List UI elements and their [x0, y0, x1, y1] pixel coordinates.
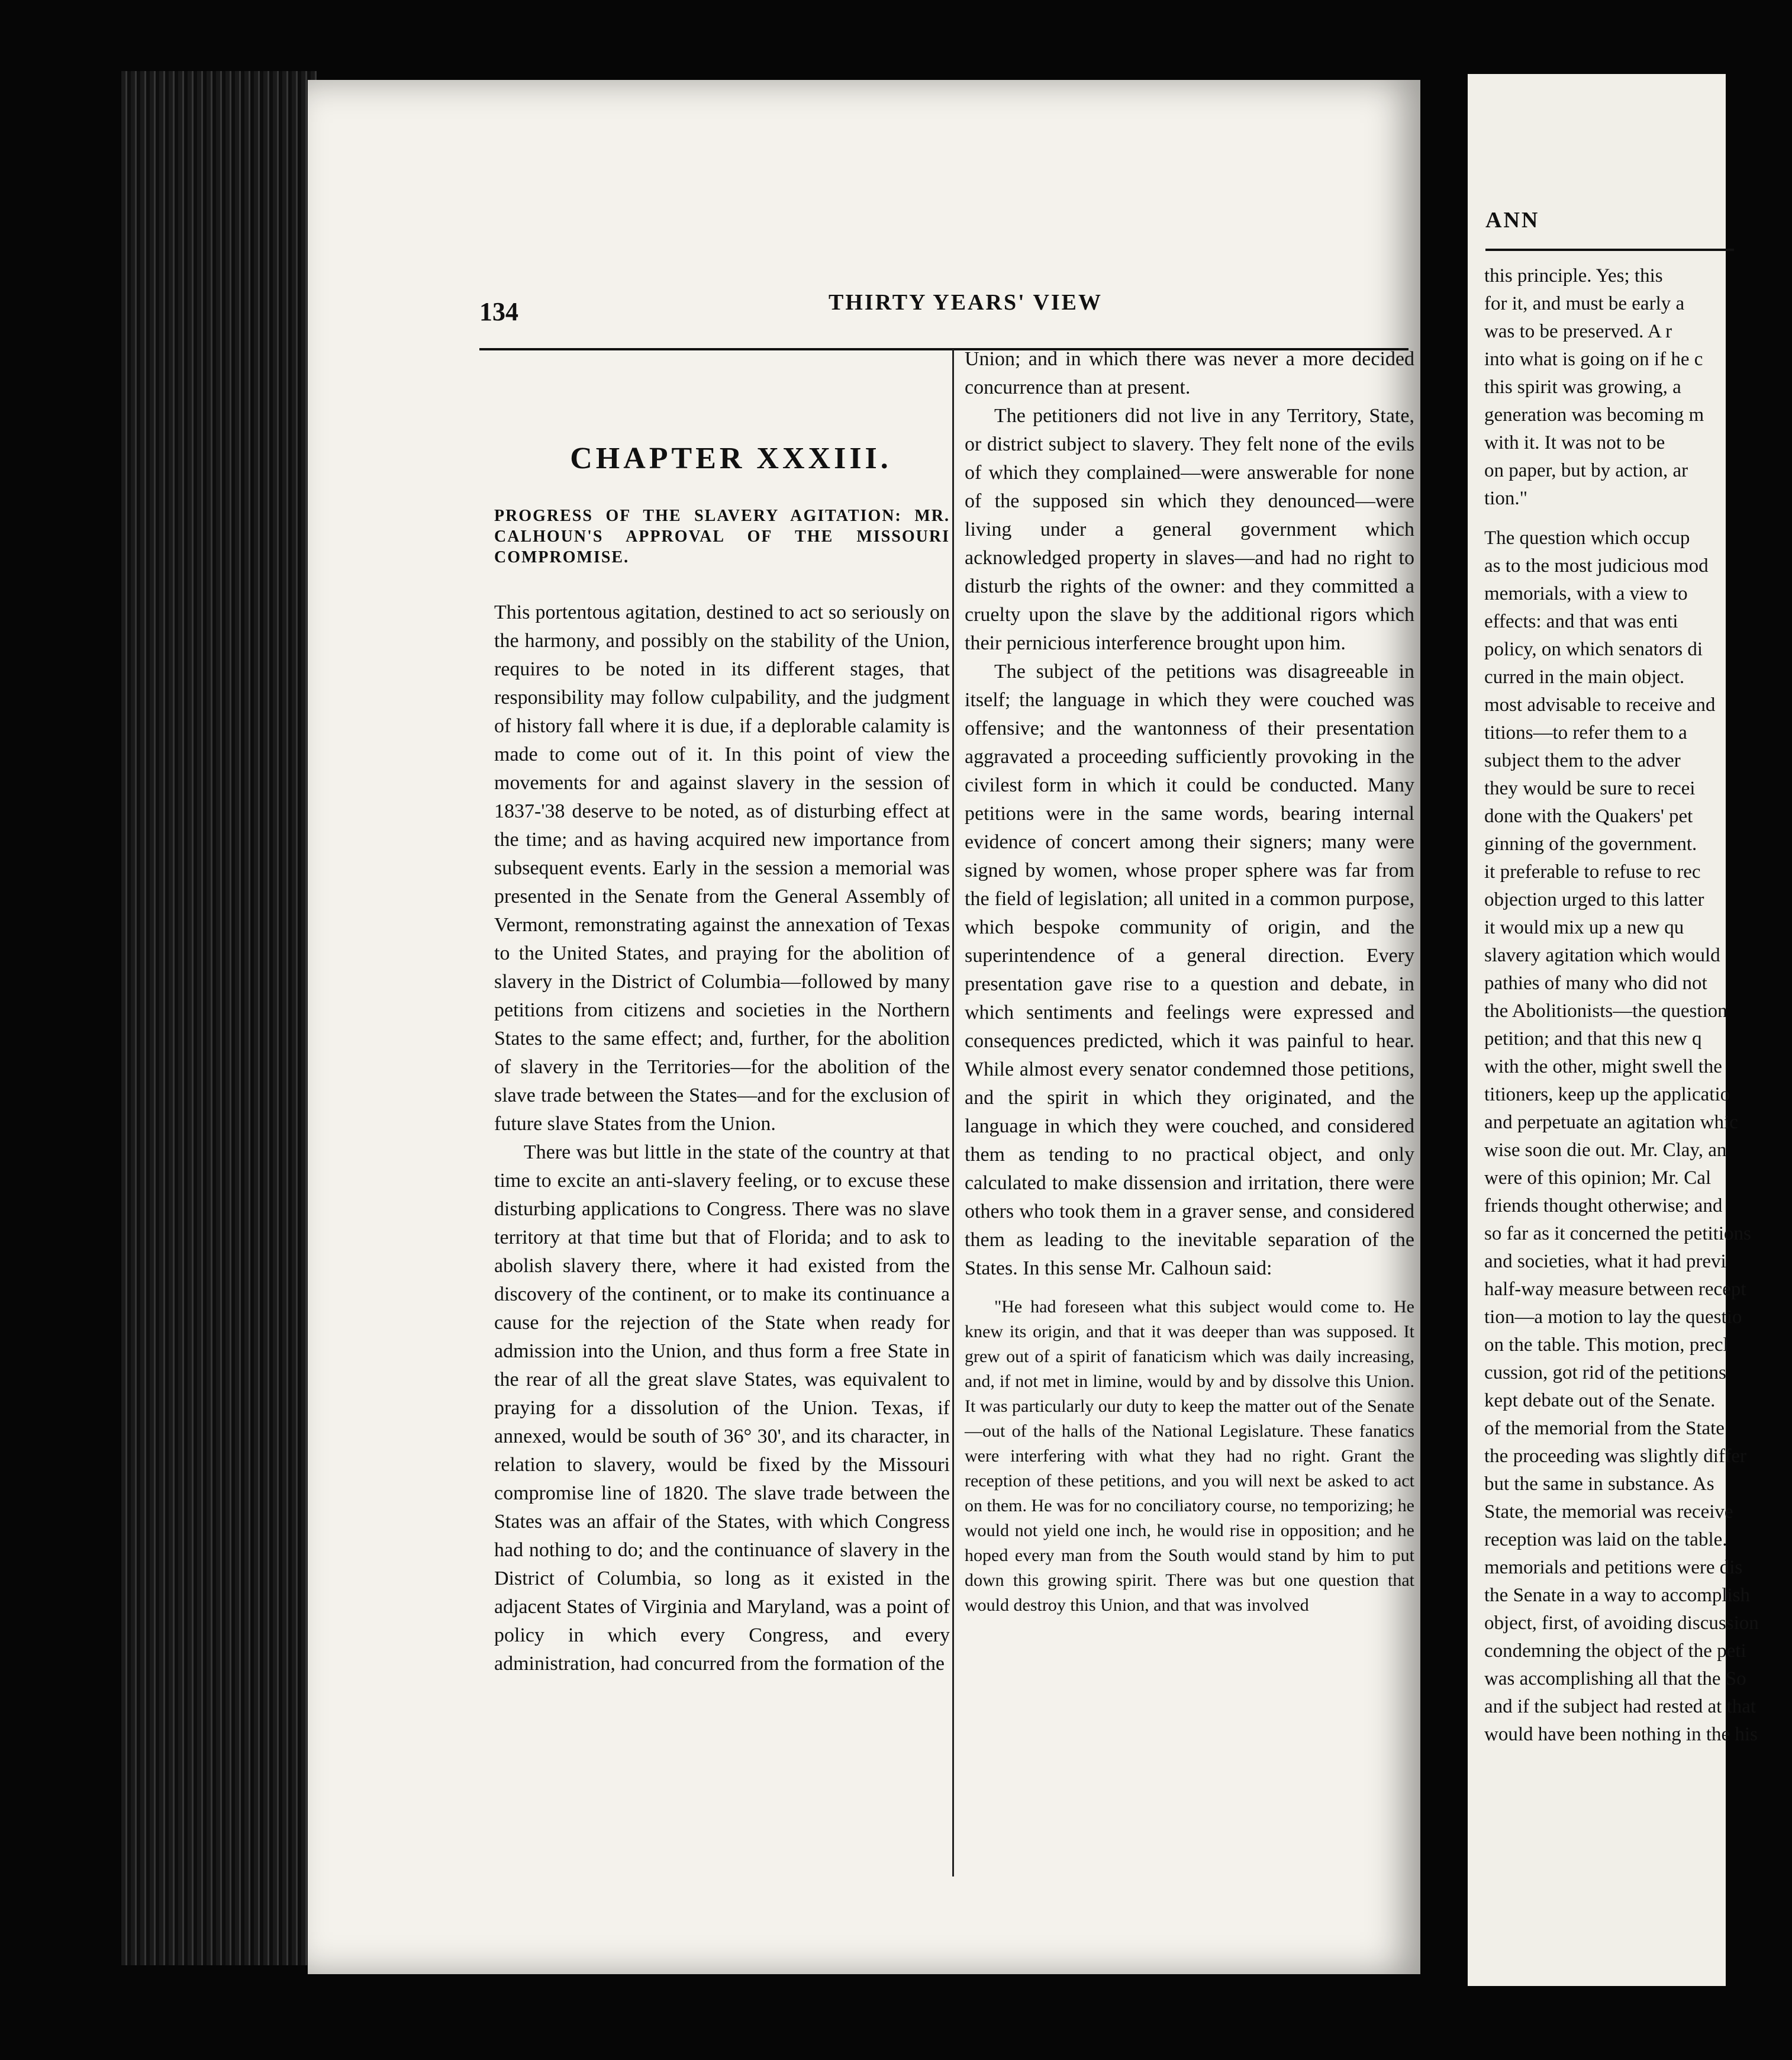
- facing-header-rule: [1485, 249, 1734, 251]
- facing-page-line: subject them to the adver: [1484, 750, 1681, 771]
- calhoun-quote: [965, 1295, 1414, 1618]
- facing-page-line: friends thought otherwise; and: [1484, 1195, 1723, 1216]
- facing-page-line: memorials and petitions were dis: [1484, 1557, 1743, 1578]
- facing-page-line: objection urged to this latter: [1484, 889, 1704, 910]
- facing-page-line: tion.": [1484, 488, 1528, 509]
- facing-page-line: the proceeding was slightly differ: [1484, 1446, 1746, 1467]
- paragraph: There was but little in the state of the country at that time to excite an anti-slavery feeling, or to excuse these disturbing applications to Congress. There was no slave territory at that time but that of Florida; and to ask to abolish slavery there, where it had existed from the discovery of the continent, or to make its continuance a cause for the rejection of the State when ready for admission into the Union, and thus form a free State in the rear of all the great slave States, was equivalent to praying for a dissolution of the Union. Texas, if annexed, would be south of 36° 30', and its character, in relation to slavery, would be fixed by the Missouri compromise line of 1820. The slave trade between the States was an affair of the States, with which Congress had nothing to do; and the continuance of slavery in the District of Columbia, so long as it existed in the adjacent States of Virginia and Maryland, was a point of policy in which every Congress, and every administration, had concurred from the formation of the: [494, 1141, 950, 1675]
- facing-page-line: done with the Quakers' pet: [1484, 806, 1693, 827]
- facing-page-line: memorials, with a view to: [1484, 583, 1688, 604]
- facing-page-line: titions—to refer them to a: [1484, 722, 1687, 743]
- facing-page-line: curred in the main object.: [1484, 667, 1685, 688]
- facing-page-line: so far as it concerned the petitions: [1484, 1223, 1751, 1244]
- right-column: [965, 345, 1414, 1618]
- column-rule: [952, 349, 954, 1876]
- facing-page-line: on paper, but by action, ar: [1484, 460, 1688, 481]
- page-number: 134: [479, 297, 518, 326]
- facing-page-line: effects: and that was enti: [1484, 611, 1678, 632]
- chapter-heading: CHAPTER XXXIII.: [570, 442, 892, 475]
- running-title: THIRTY YEARS' VIEW: [829, 290, 1103, 315]
- facing-page-line: with the other, might swell the: [1484, 1056, 1722, 1077]
- facing-page-line: kept debate out of the Senate.: [1484, 1390, 1716, 1411]
- left-column: [494, 352, 950, 1678]
- facing-page-line: this principle. Yes; this: [1484, 265, 1663, 287]
- facing-page-line: were of this opinion; Mr. Cal: [1484, 1167, 1712, 1189]
- facing-page-line: generation was becoming m: [1484, 404, 1704, 426]
- facing-page-line: petition; and that this new q: [1484, 1028, 1702, 1050]
- facing-page-line: on the table. This motion, precl: [1484, 1334, 1729, 1356]
- book-spine-edge: [121, 71, 317, 1965]
- facing-page-line: cussion, got rid of the petitions: [1484, 1362, 1726, 1383]
- paragraph: The petitioners did not live in any Territory, State, or district subject to slavery. They felt none of the evils of which they complained—were answerable for none of the supposed sin which they denounced—were living under a general government which acknowledged property in slaves—and had no right to disturb the rights of the owner: and they committed a cruelty upon the slave by the additional rigors which their pernicious interference brought upon him.: [965, 405, 1414, 654]
- facing-page-line: with it. It was not to be: [1484, 432, 1665, 453]
- facing-page-line: and if the subject had rested at that: [1484, 1696, 1756, 1717]
- facing-page-line: the Senate in a way to accomplish: [1484, 1585, 1751, 1606]
- facing-page-line: policy, on which senators di: [1484, 639, 1703, 660]
- facing-page-line: the Abolitionists—the question: [1484, 1000, 1727, 1022]
- facing-page-line: it preferable to refuse to rec: [1484, 861, 1701, 883]
- facing-page-line: half-way measure between recept: [1484, 1279, 1746, 1300]
- facing-page-line: most advisable to receive and: [1484, 694, 1716, 716]
- facing-page-line: for it, and must be early a: [1484, 293, 1685, 314]
- facing-page-text: [1484, 262, 1792, 1749]
- facing-page-line: wise soon die out. Mr. Clay, an: [1484, 1140, 1727, 1161]
- paragraph: The subject of the petitions was disagreeable in itself; the language in which they were couched was offensive; and the wantonness of their presentation aggravated a proceeding sufficiently provoking in the civilest form in which it could be conducted. Many petitions were in the same words, bearing internal evidence of concert among their signers; many were signed by women, whose proper sphere was far from the field of legislation; all united in a common purpose, which bespoke community of origin, and the superintendence of a general direction. Every presentation gave rise to a question and debate, in which sentiments and feelings were expressed and consequences predicted, which it was painful to hear. While almost every senator condemned those petitions, and the spirit in which they originated, and the language in which they were couched, and considered them as tending to no practical object, and only calculated to make dissension and irritation, there were others who took them in a graver sense, and considered them as leading to the inevitable separation of the States. In this sense Mr. Calhoun said:: [965, 661, 1414, 1279]
- paragraph: This portentous agitation, destined to act so seriously on the harmony, and possibly on the stability of the Union, requires to be noted in its different stages, that responsibility may follow culpability, and the judgment of history fall where it is due, if a deplorable calamity is made to come out of it. In this point of view the movements for and against slavery in the session of 1837-'38 deserve to be noted, as of disturbing effect at the time; and as having acquired new importance from subsequent events. Early in the session a memorial was presented in the Senate from the General Assembly of Vermont, remonstrating against the annexation of Texas to the United States, and praying for the abolition of slavery in the District of Columbia—followed by many petitions from citizens and societies in the Northern States to the same effect; and, further, for the abolition of slavery in the Territories—for the abolition of the slave trade between the States—and for the exclusion of future slave States from the Union.: [494, 601, 950, 1135]
- facing-page-line: was to be preserved. A r: [1484, 321, 1672, 342]
- facing-page-line: pathies of many who did not: [1484, 973, 1707, 994]
- quote-text: "He had foreseen what this subject would come to. He knew its origin, and that it was deeper than was supposed. It grew out of a spirit of fanaticism which was daily increasing, and, if not met in limine, would by and by dissolve this Union. It was particularly our duty to keep the matter out of the Senate—out of the halls of the National Legislature. These fanatics were interfering with what they had no right. Grant the reception of these petitions, and you will next be asked to act on them. He was for no conciliatory course, no temporizing; he would not yield one inch, he would rise in opposition; and he hoped every man from the South would stand by him to put down this growing spirit. There was but one question that would destroy this Union, and that was involved: [965, 1297, 1414, 1615]
- facing-page-line: they would be sure to recei: [1484, 778, 1696, 799]
- facing-page-line: of the memorial from the State: [1484, 1418, 1725, 1439]
- facing-page-line: and societies, what it had previ: [1484, 1251, 1726, 1272]
- facing-page-line: object, first, of avoiding discussion: [1484, 1612, 1759, 1634]
- facing-page-line: slavery agitation which would: [1484, 945, 1720, 966]
- facing-page-line: it would mix up a new qu: [1484, 917, 1684, 938]
- chapter-synopsis: PROGRESS OF THE SLAVERY AGITATION: MR. CALHOUN'S APPROVAL OF THE MISSOURI COMPROMISE.: [494, 507, 950, 566]
- facing-page-line: into what is going on if he c: [1484, 349, 1703, 370]
- facing-page-line: was accomplishing all that the So: [1484, 1668, 1746, 1689]
- facing-page-line: reception was laid on the table.: [1484, 1529, 1727, 1550]
- facing-page-line: as to the most judicious mod: [1484, 555, 1709, 577]
- facing-page-fragment: [1468, 74, 1759, 1986]
- facing-page-line: The question which occup: [1484, 527, 1690, 549]
- facing-page-line: tion—a motion to lay the questio: [1484, 1306, 1742, 1328]
- facing-page-line: ginning of the government.: [1484, 833, 1697, 855]
- facing-page-line: would have been nothing in the his: [1484, 1724, 1758, 1745]
- facing-page-line: condemning the object of the peti: [1484, 1640, 1746, 1662]
- left-page: [308, 80, 1420, 1974]
- running-header: [308, 281, 1420, 326]
- facing-page-line: but the same in substance. As: [1484, 1473, 1714, 1495]
- facing-page-line: State, the memorial was receive: [1484, 1501, 1733, 1523]
- paragraph: Union; and in which there was never a more decided concurrence than at present.: [965, 348, 1414, 398]
- facing-page-line: and perpetuate an agitation whic: [1484, 1112, 1738, 1133]
- facing-page-line: this spirit was growing, a: [1484, 376, 1681, 398]
- facing-page-line: titioners, keep up the applicatio: [1484, 1084, 1730, 1105]
- facing-running-head: ANN: [1485, 208, 1540, 233]
